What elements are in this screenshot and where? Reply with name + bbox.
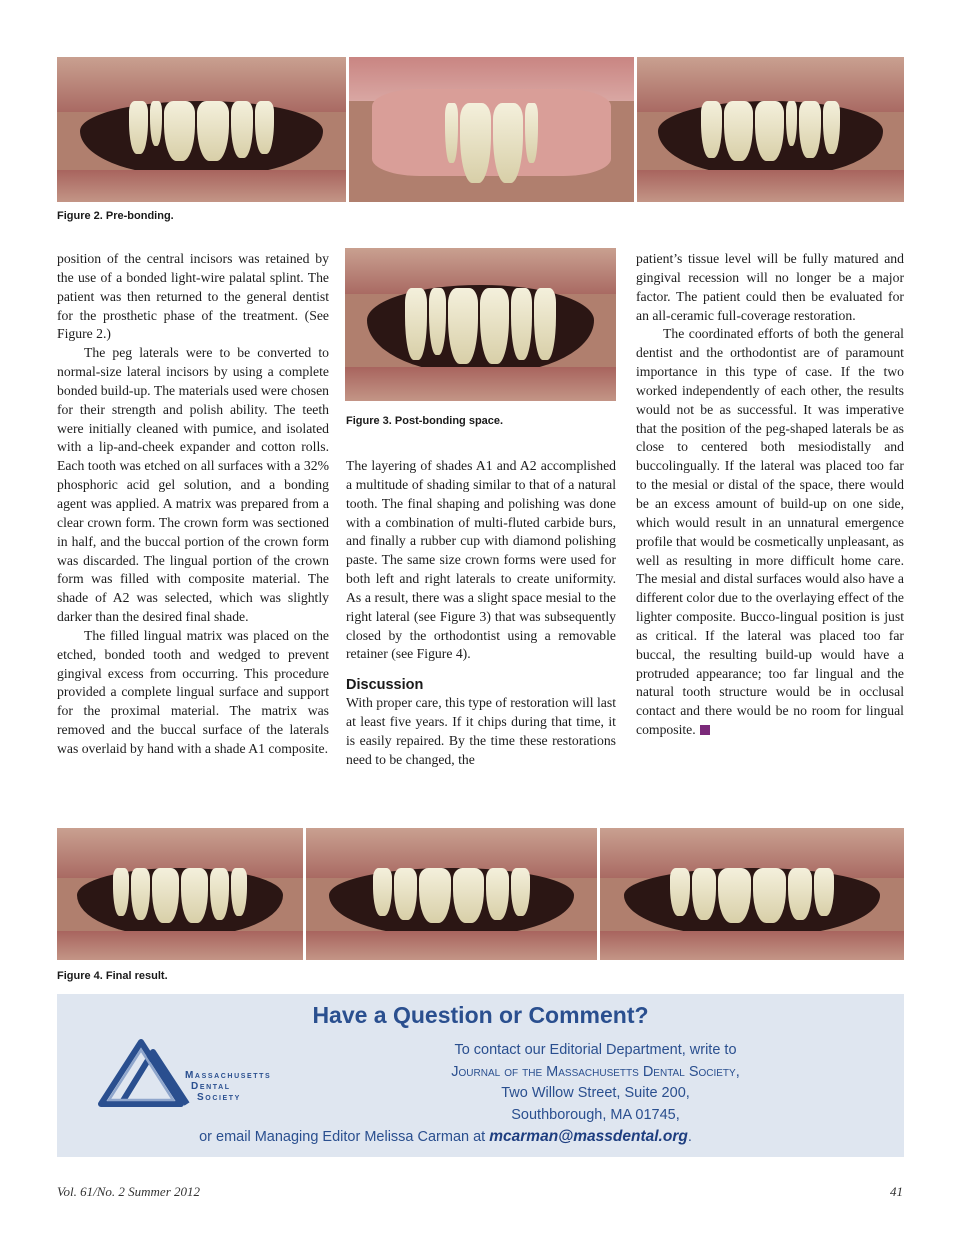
figure4-caption: Figure 4. Final result. (57, 970, 168, 982)
figure4-photos (57, 828, 904, 960)
figure2-photo-right (637, 57, 904, 202)
paragraph: The peg laterals were to be converted to normal-size lateral incisors by using a complete bonded build-up. The materials used were chosen for their strength and polish ability. The teeth were initially cleaned with pumice, and isolated with a lip-and-cheek expander and cotton rolls. Each tooth was etched on all surfaces with a 32% phosphoric acid gel solution, and a bonding agent was applied. A matrix was prepared from a clear crown form. The crown form was sectioned in half, and the buccal portion of the crown form was discarded. The lingual portion of the crown form was filled with composite material. The shade of A2 was selected, which was slightly darker than the desired final shade. (57, 345, 329, 625)
paragraph: position of the central incisors was retained by the use of a bonded light-wire palatal splint. The patient was then returned to the general dentist for the prosthetic phase of the treatment. (See Figure 2.) (57, 251, 329, 342)
contact-email-link[interactable]: mcarman@massdental.org (489, 1128, 688, 1145)
paragraph: The filled lingual matrix was placed on the etched, bonded tooth and wedged to prevent gingival excess from occurring. This procedure provided a complete lingual surface and support for the proximal material. The matrix was removed and the buccal surface of the laterals was overlaid by hand with a shade A1 composite. (57, 627, 329, 756)
contact-box (57, 994, 904, 1157)
contact-line-5 (0, 1126, 904, 1149)
contact-line-3: Two Willow Street, Suite 200, (501, 1085, 690, 1101)
contact-title: Have a Question or Comment? (312, 1002, 649, 1028)
figure2-photo-center (349, 57, 634, 202)
logo-line-1: Massachusetts (185, 1070, 272, 1081)
society-logo-text (185, 1070, 271, 1103)
paragraph-text: The coordinated efforts of both the general dentist and the orthodontist are of paramount importance in this type of case. If the two worked independently of each other, the results would not be as successful. It was imperative that the position of the peg-shaped laterals be as close to centered both mesiodistally and buccolingually. If the lateral was placed too far to the mesial or distal of the space, there would be an excess amount of build-up on one side, which would result in an unnatural emergence profile that would be cosmetically unpleasant, as well as resulting in more difficult home care. The mesial and distal surfaces would also have a different color due to the overlaying effect of the lighter composite. Bucco-lingual position is just as critical. If the lateral was placed too far buccal, the resulting build-up would have a protruded appearance; too far lingual and the natural tooth structure would be in occlusal contact and there would be no room for lingual composite. (636, 326, 904, 738)
figure3-photo (345, 248, 616, 401)
paragraph (636, 325, 904, 740)
article-column-2 (346, 457, 616, 770)
contact-email-prefix: or email Managing Editor Melissa Carman at (199, 1129, 490, 1145)
contact-address (199, 1040, 904, 1149)
figure2-photos (57, 57, 904, 202)
footer-volume: Vol. 61/No. 2 Summer 2012 (57, 1184, 200, 1199)
figure4-photo-left (57, 828, 303, 960)
footer-page-number: 41 (890, 1184, 903, 1199)
paragraph: With proper care, this type of restoration will last at least five years. If it chips during that time, it is easily repaired. By the time these restorations need to be changed, the (346, 695, 616, 767)
figure2-photo-left (57, 57, 346, 202)
article-column-1 (57, 250, 329, 759)
section-heading-discussion: Discussion (346, 677, 424, 694)
logo-line-2: Dental (191, 1081, 231, 1092)
article-column-3 (636, 250, 904, 740)
end-mark-icon (700, 725, 710, 735)
figure2-caption: Figure 2. Pre-bonding. (57, 210, 174, 222)
paragraph: patient’s tissue level will be fully matured and gingival recession will no longer be a major factor. The patient could then be evaluated for an all-ceramic full-coverage restoration. (636, 251, 904, 323)
figure4-photo-right (600, 828, 904, 960)
figure4-photo-center (306, 828, 597, 960)
contact-line-4: Southborough, MA 01745, (511, 1106, 680, 1123)
logo-line-3: Society (197, 1092, 241, 1103)
contact-line-2: Journal of the Massachusetts Dental Society, (451, 1063, 740, 1080)
contact-email-suffix: . (687, 1129, 692, 1145)
contact-line-1: To contact our Editorial Department, write to (454, 1042, 737, 1058)
figure3-caption: Figure 3. Post-bonding space. (346, 415, 504, 427)
paragraph: The layering of shades A1 and A2 accomplished a multitude of shading similar to that of a natural tooth. The final shaping and polishing was done with a combination of multi-fluted carbide burs, and finally a rubber cup with diamond polishing paste. The same size crown forms were used for both left and right laterals to create uniformity. As a result, there was a slight space mesial to the right lateral (see Figure 3) that was subsequently closed by the orthodontist using a removable retainer (see Figure 4). (346, 458, 616, 662)
